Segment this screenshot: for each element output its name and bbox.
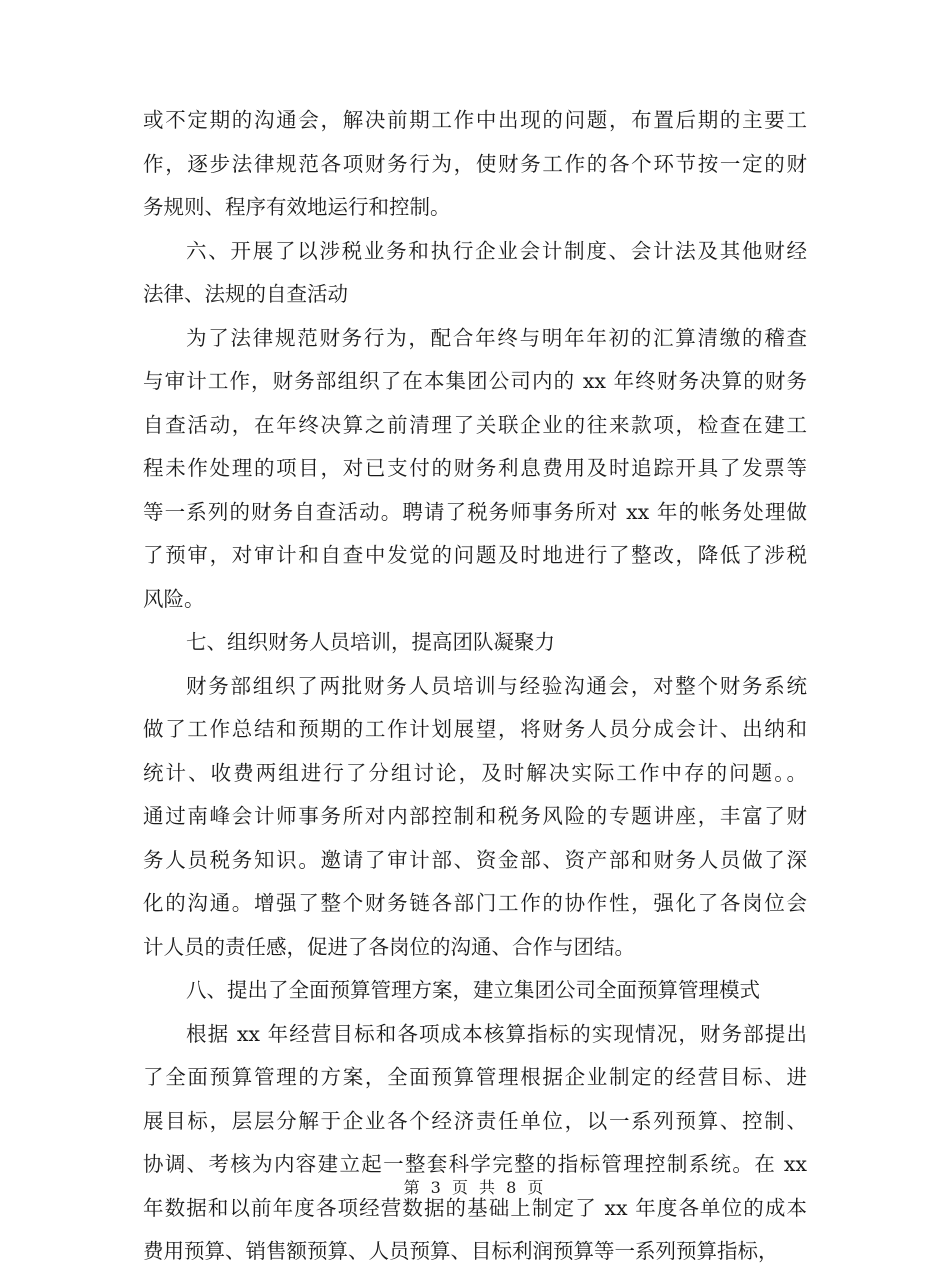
text-line: 务规则、程序有效地运行和控制。 — [143, 195, 451, 219]
text-line: 等一系列的财务自查活动。聘请了税务师事务所对 xx 年的帐务处理做 — [143, 500, 807, 524]
section-heading: 六、开展了以涉税业务和执行企业会计制度、会计法及其他财经 — [186, 239, 807, 263]
text-line: 年数据和以前年度各项经营数据的基础上制定了 xx 年度各单位的成本 — [143, 1196, 807, 1220]
text-line: 展目标，层层分解于企业各个经济责任单位，以一系列预算、控制、 — [143, 1109, 807, 1133]
text-line: 协调、考核为内容建立起一整套科学完整的指标管理控制系统。在 xx — [143, 1152, 807, 1176]
text-line: 风险。 — [143, 587, 205, 611]
text-line: 或不定期的沟通会，解决前期工作中出现的问题，布置后期的主要工 — [143, 108, 807, 132]
text-line: 通过南峰会计师事务所对内部控制和税务风险的专题讲座，丰富了财 — [143, 804, 807, 828]
text-line: 根据 xx 年经营目标和各项成本核算指标的实现情况，财务部提出 — [186, 1022, 807, 1046]
text-line: 程未作处理的项目，对已支付的财务利息费用及时追踪开具了发票等 — [143, 456, 807, 480]
text-line: 财务部组织了两批财务人员培训与经验沟通会，对整个财务系统 — [186, 674, 807, 698]
section-heading: 法律、法规的自查活动 — [143, 282, 348, 306]
text-line: 了全面预算管理的方案，全面预算管理根据企业制定的经营目标、进 — [143, 1065, 807, 1089]
text-line: 做了工作总结和预期的工作计划展望，将财务人员分成会计、出纳和 — [143, 717, 807, 741]
page-footer: 第 3 页 共 8 页 — [403, 1178, 547, 1197]
text-line: 务人员税务知识。邀请了审计部、资金部、资产部和财务人员做了深 — [143, 848, 807, 872]
text-line: 与审计工作，财务部组织了在本集团公司内的 xx 年终财务决算的财务 — [143, 369, 807, 393]
text-line: 统计、收费两组进行了分组讨论，及时解决实际工作中存的问题。。 — [143, 761, 807, 785]
text-line: 作，逐步法律规范各项财务行为，使财务工作的各个环节按一定的财 — [143, 152, 807, 176]
text-line: 了预审，对审计和自查中发觉的问题及时地进行了整改，降低了涉税 — [143, 543, 807, 567]
text-line: 化的沟通。增强了整个财务链各部门工作的协作性，强化了各岗位会 — [143, 891, 807, 915]
text-line: 自查活动，在年终决算之前清理了关联企业的往来款项，检查在建工 — [143, 413, 807, 437]
text-line: 费用预算、销售额预算、人员预算、目标利润预算等一系列预算指标， — [143, 1239, 779, 1263]
text-line: 为了法律规范财务行为，配合年终与明年年初的汇算清缴的稽查 — [186, 326, 807, 350]
section-heading: 八、提出了全面预算管理方案，建立集团公司全面预算管理模式 — [186, 978, 760, 1002]
text-line: 计人员的责任感，促进了各岗位的沟通、合作与团结。 — [143, 935, 635, 959]
section-heading: 七、组织财务人员培训，提高团队凝聚力 — [186, 630, 555, 654]
